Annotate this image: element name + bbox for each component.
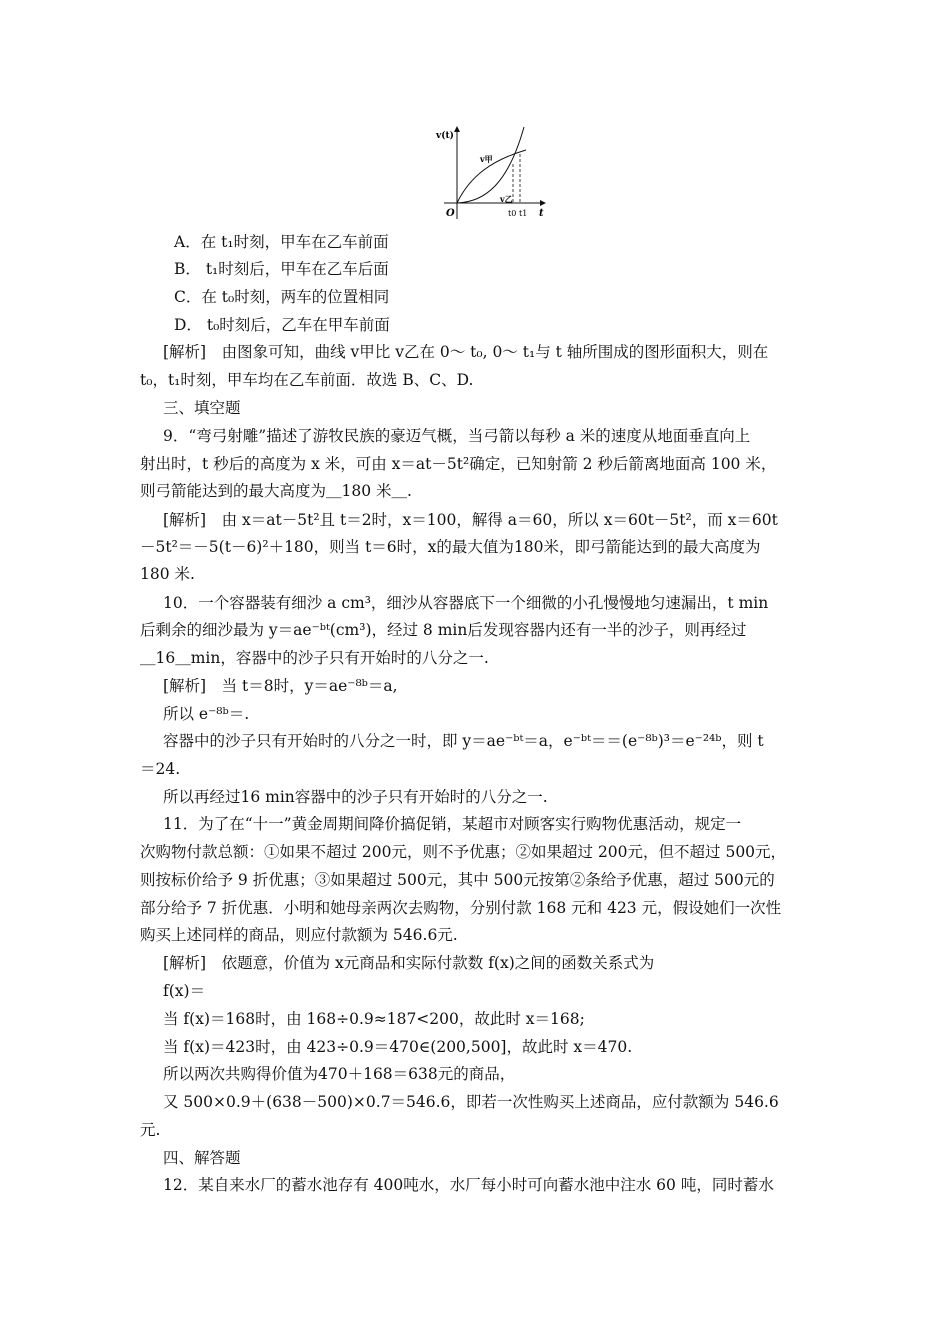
analysis-11-line-6: 又 500×0.9＋(638－500)×0.7＝546.6，即若一次性购买上述商品，应付款额为 546.6 [163,1093,779,1111]
question-9-line-2: 射出时，t 秒后的高度为 x 米，可由 x＝at－5t²确定，已知射箭 2 秒后箭离地面高 100 米， [140,455,777,473]
question-10-line-3: ＿16＿min，容器中的沙子只有开始时的八分之一. [140,649,489,667]
section-heading-fill-blank: 三、填空题 [163,399,241,417]
t1-label: t1 [519,209,528,218]
analysis-10-line-2: 所以 e⁻⁸ᵇ＝. [163,705,250,723]
question-11-line-5: 购买上述同样的商品，则应付款额为 546.6元. [140,926,458,944]
question-10-line-1: 10．一个容器装有细沙 a cm³，细沙从容器底下一个细微的小孔慢慢地匀速漏出，t min [163,594,769,612]
question-9-line-1: 9．“弯弓射雕”描述了游牧民族的豪迈气概，当弓箭以每秒 a 米的速度从地面垂直向上 [163,427,751,445]
analysis-9-line-3: 180 米. [140,565,195,583]
option-b: B． t₁时刻后，甲车在乙车后面 [174,260,389,278]
analysis-11-line-5: 所以两次共购得价值为470＋168＝638元的商品， [163,1065,516,1083]
velocity-time-graph [430,124,560,224]
analysis-10-line-1: [解析] 当 t＝8时，y＝ae⁻⁸ᵇ＝a, [163,677,398,695]
analysis-11-line-7: 元. [140,1121,161,1139]
analysis-10-line-3: 容器中的沙子只有开始时的八分之一时，即 y＝ae⁻ᵇᵗ＝a，e⁻ᵇᵗ＝＝(e⁻⁸ᵇ)³＝e⁻²⁴ᵇ，则 t [163,732,764,750]
y-axis-arrow [454,126,460,132]
analysis-8-line-1: [解析] 由图象可知，曲线 v甲比 v乙在 0～ t₀, 0～ t₁与 t 轴所围成的图形面积大，则在 [163,343,769,361]
analysis-11-line-1: [解析] 依题意，价值为 x元商品和实际付款数 f(x)之间的函数关系式为 [163,954,655,972]
section-heading-answer: 四、解答题 [163,1149,241,1167]
x-axis-arrow [540,200,546,206]
question-11-line-1: 11．为了在“十一”黄金周期间降价搞促销，某超市对顾客实行购物优惠活动，规定一 [163,815,742,833]
analysis-10-line-5: 所以再经过16 min容器中的沙子只有开始时的八分之一. [163,788,548,806]
question-11-line-2: 次购物付款总额：①如果不超过 200元，则不予优惠；②如果超过 200元，但不超过 500元， [140,843,787,861]
y-axis-label: v(t) [436,131,454,141]
analysis-11-line-3: 当 f(x)＝168时，由 168÷0.9≈187<200，故此时 x＝168; [163,1010,585,1028]
curve-yi-label: v乙 [500,194,513,204]
origin-label: O [446,208,455,219]
option-d: D． t₀时刻后，乙车在甲车前面 [174,316,390,334]
analysis-11-line-4: 当 f(x)＝423时，由 423÷0.9＝470∈(200,500]，故此时 x＝470. [163,1038,633,1056]
analysis-9-line-2: －5t²＝－5(t－6)²＋180，则当 t＝6时，x的最大值为180米，即弓箭能达到的最大高度为 [140,538,761,556]
curve-jia-label: v甲 [480,154,493,164]
option-c: C．在 t₀时刻，两车的位置相同 [174,288,390,306]
question-10-line-2: 后剩余的细沙最为 y＝ae⁻ᵇᵗ(cm³)，经过 8 min后发现容器内还有一半的沙子，则再经过 [140,621,747,639]
x-axis-label: t [539,208,544,219]
analysis-8-line-2: t₀，t₁时刻，甲车均在乙车前面．故选 B、C、D. [140,371,474,389]
analysis-9-line-1: [解析] 由 x＝at－5t²且 t＝2时，x＝100，解得 a＝60，所以 x＝60t－5t²，而 x＝60t [163,511,778,529]
analysis-10-line-4: ＝24. [140,760,181,778]
question-11-line-4: 部分给予 7 折优惠．小明和她母亲两次去购物，分别付款 168 元和 423 元，假设她们一次性 [140,899,782,917]
question-12-line-1: 12．某自来水厂的蓄水池存有 400吨水，水厂每小时可向蓄水池中注水 60 吨，同时蓄水 [163,1176,774,1194]
analysis-11-line-2: f(x)＝ [163,982,206,1000]
question-9-line-3: 则弓箭能达到的最大高度为＿180 米＿. [140,482,412,500]
question-11-line-3: 则按标价给予 9 折优惠；③如果超过 500元，其中 500元按第②条给予优惠，超过 500元的 [140,871,775,889]
option-a: A．在 t₁时刻，甲车在乙车前面 [174,233,389,251]
t0-label: t0 [508,209,517,218]
